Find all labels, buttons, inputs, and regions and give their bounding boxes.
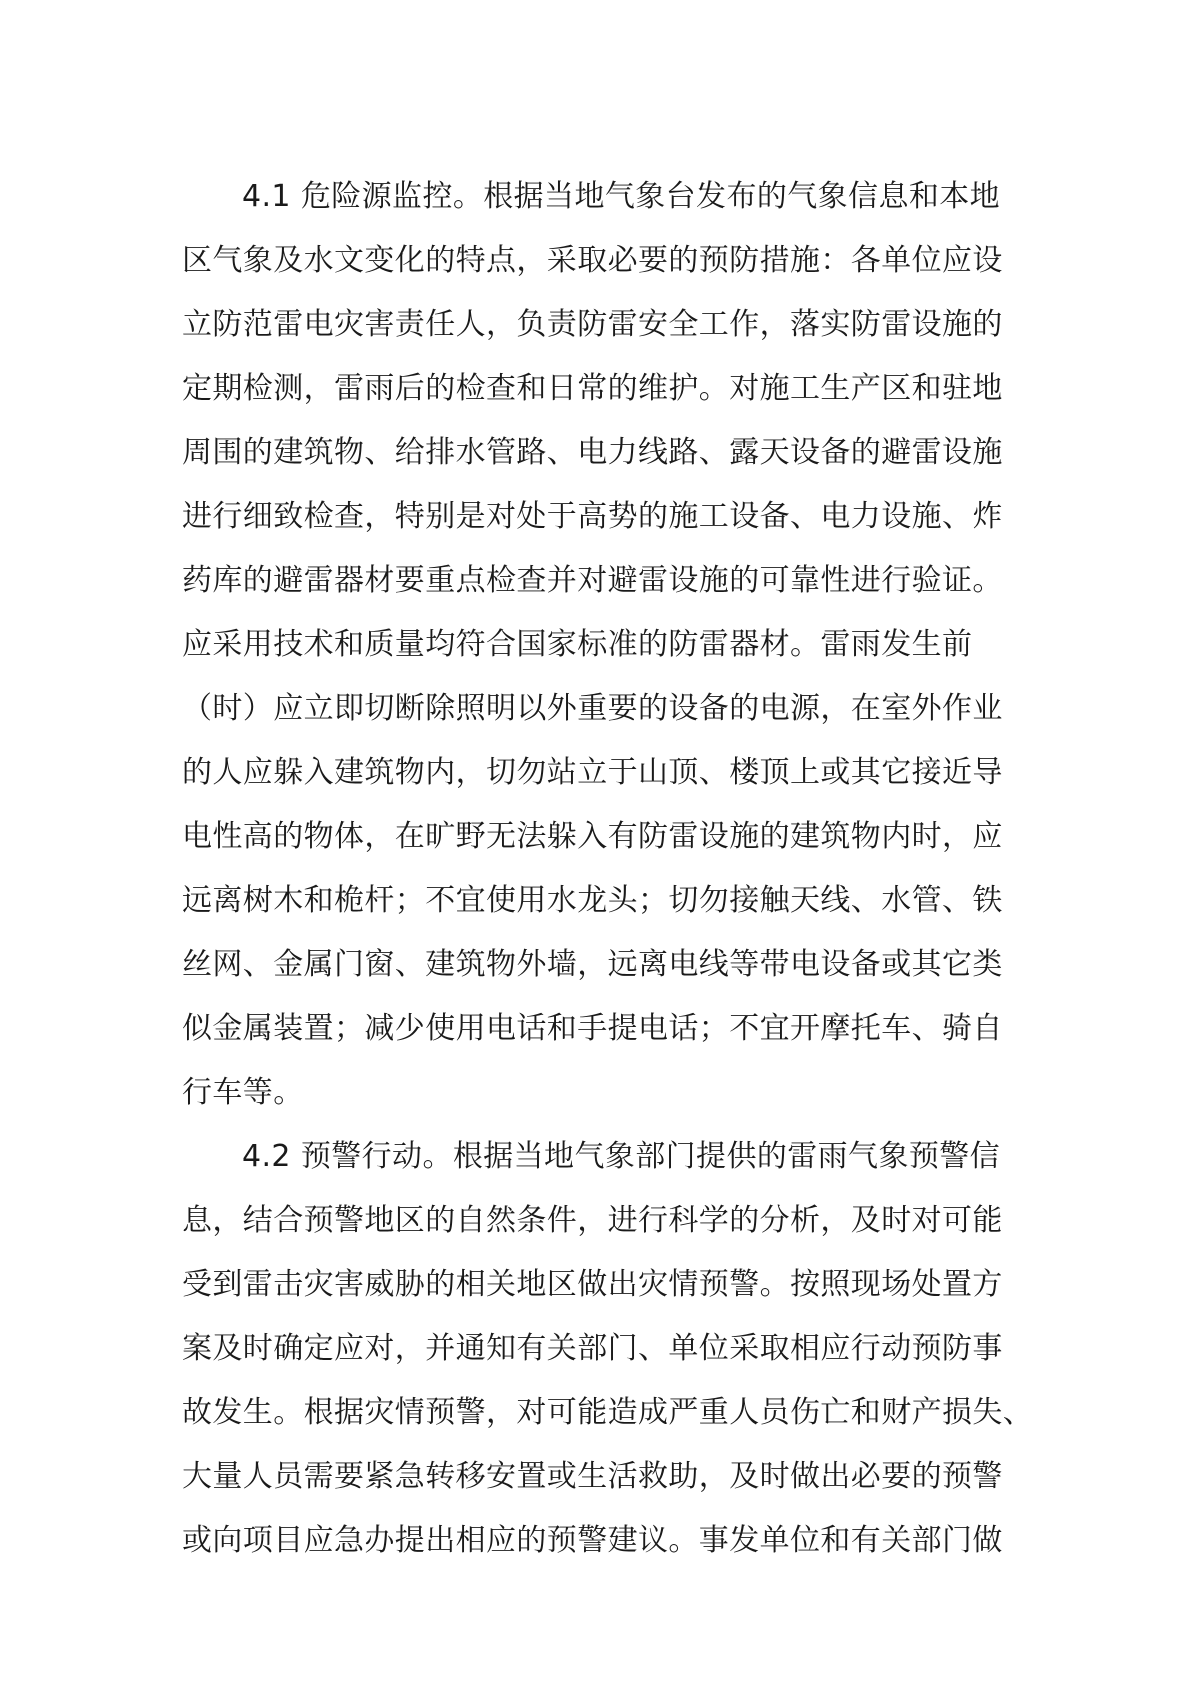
section-4-2-line: 息，结合预警地区的自然条件，进行科学的分析，及时对可能 [182,1203,1003,1238]
section-4-1-line: 丝网、金属门窗、建筑物外墙，远离电线等带电设备或其它类 [182,947,1003,982]
section-4-2-line: 受到雷击灾害威胁的相关地区做出灾情预警。按照现场处置方 [182,1267,1003,1302]
document-body [182,165,1062,1573]
section-4-2-line: 或向项目应急办提出相应的预警建议。事发单位和有关部门做 [182,1523,1003,1558]
section-4-1-line: 立防范雷电灾害责任人，负责防雷安全工作，落实防雷设施的 [182,307,1003,342]
section-4-1-line: 药库的避雷器材要重点检查并对避雷设施的可靠性进行验证。 [182,563,1003,598]
section-4-1-line: 进行细致检查，特别是对处于高势的施工设备、电力设施、炸 [182,499,1003,534]
section-4-1-line: （时）应立即切断除照明以外重要的设备的电源，在室外作业 [182,691,1003,726]
section-4-1-line: 4.1 危险源监控。根据当地气象台发布的气象信息和本地 [242,179,1001,214]
section-4-1-line: 似金属装置；减少使用电话和手提电话；不宜开摩托车、骑自 [182,1011,1003,1046]
section-4-2-line: 案及时确定应对，并通知有关部门、单位采取相应行动预防事 [182,1331,1003,1366]
section-4-2-line: 大量人员需要紧急转移安置或生活救助，及时做出必要的预警 [182,1459,1003,1494]
section-4-2-line: 4.2 预警行动。根据当地气象部门提供的雷雨气象预警信 [242,1139,1001,1174]
section-4-1-line: 应采用技术和质量均符合国家标准的防雷器材。雷雨发生前 [182,627,973,662]
section-4-1-line: 电性高的物体，在旷野无法躲入有防雷设施的建筑物内时，应 [182,819,1003,854]
section-4-1-line: 定期检测，雷雨后的检查和日常的维护。对施工生产区和驻地 [182,371,1003,406]
section-4-2-line: 故发生。根据灾情预警，对可能造成严重人员伤亡和财产损失、 [182,1395,1034,1430]
section-4-1-line: 行车等。 [182,1075,304,1110]
section-4-1-line: 周围的建筑物、给排水管路、电力线路、露天设备的避雷设施 [182,435,1003,470]
section-4-1-line: 的人应躲入建筑物内，切勿站立于山顶、楼顶上或其它接近导 [182,755,1003,790]
section-4-1-line: 远离树木和桅杆；不宜使用水龙头；切勿接触天线、水管、铁 [182,883,1003,918]
section-4-1-line: 区气象及水文变化的特点，采取必要的预防措施：各单位应设 [182,243,1003,278]
